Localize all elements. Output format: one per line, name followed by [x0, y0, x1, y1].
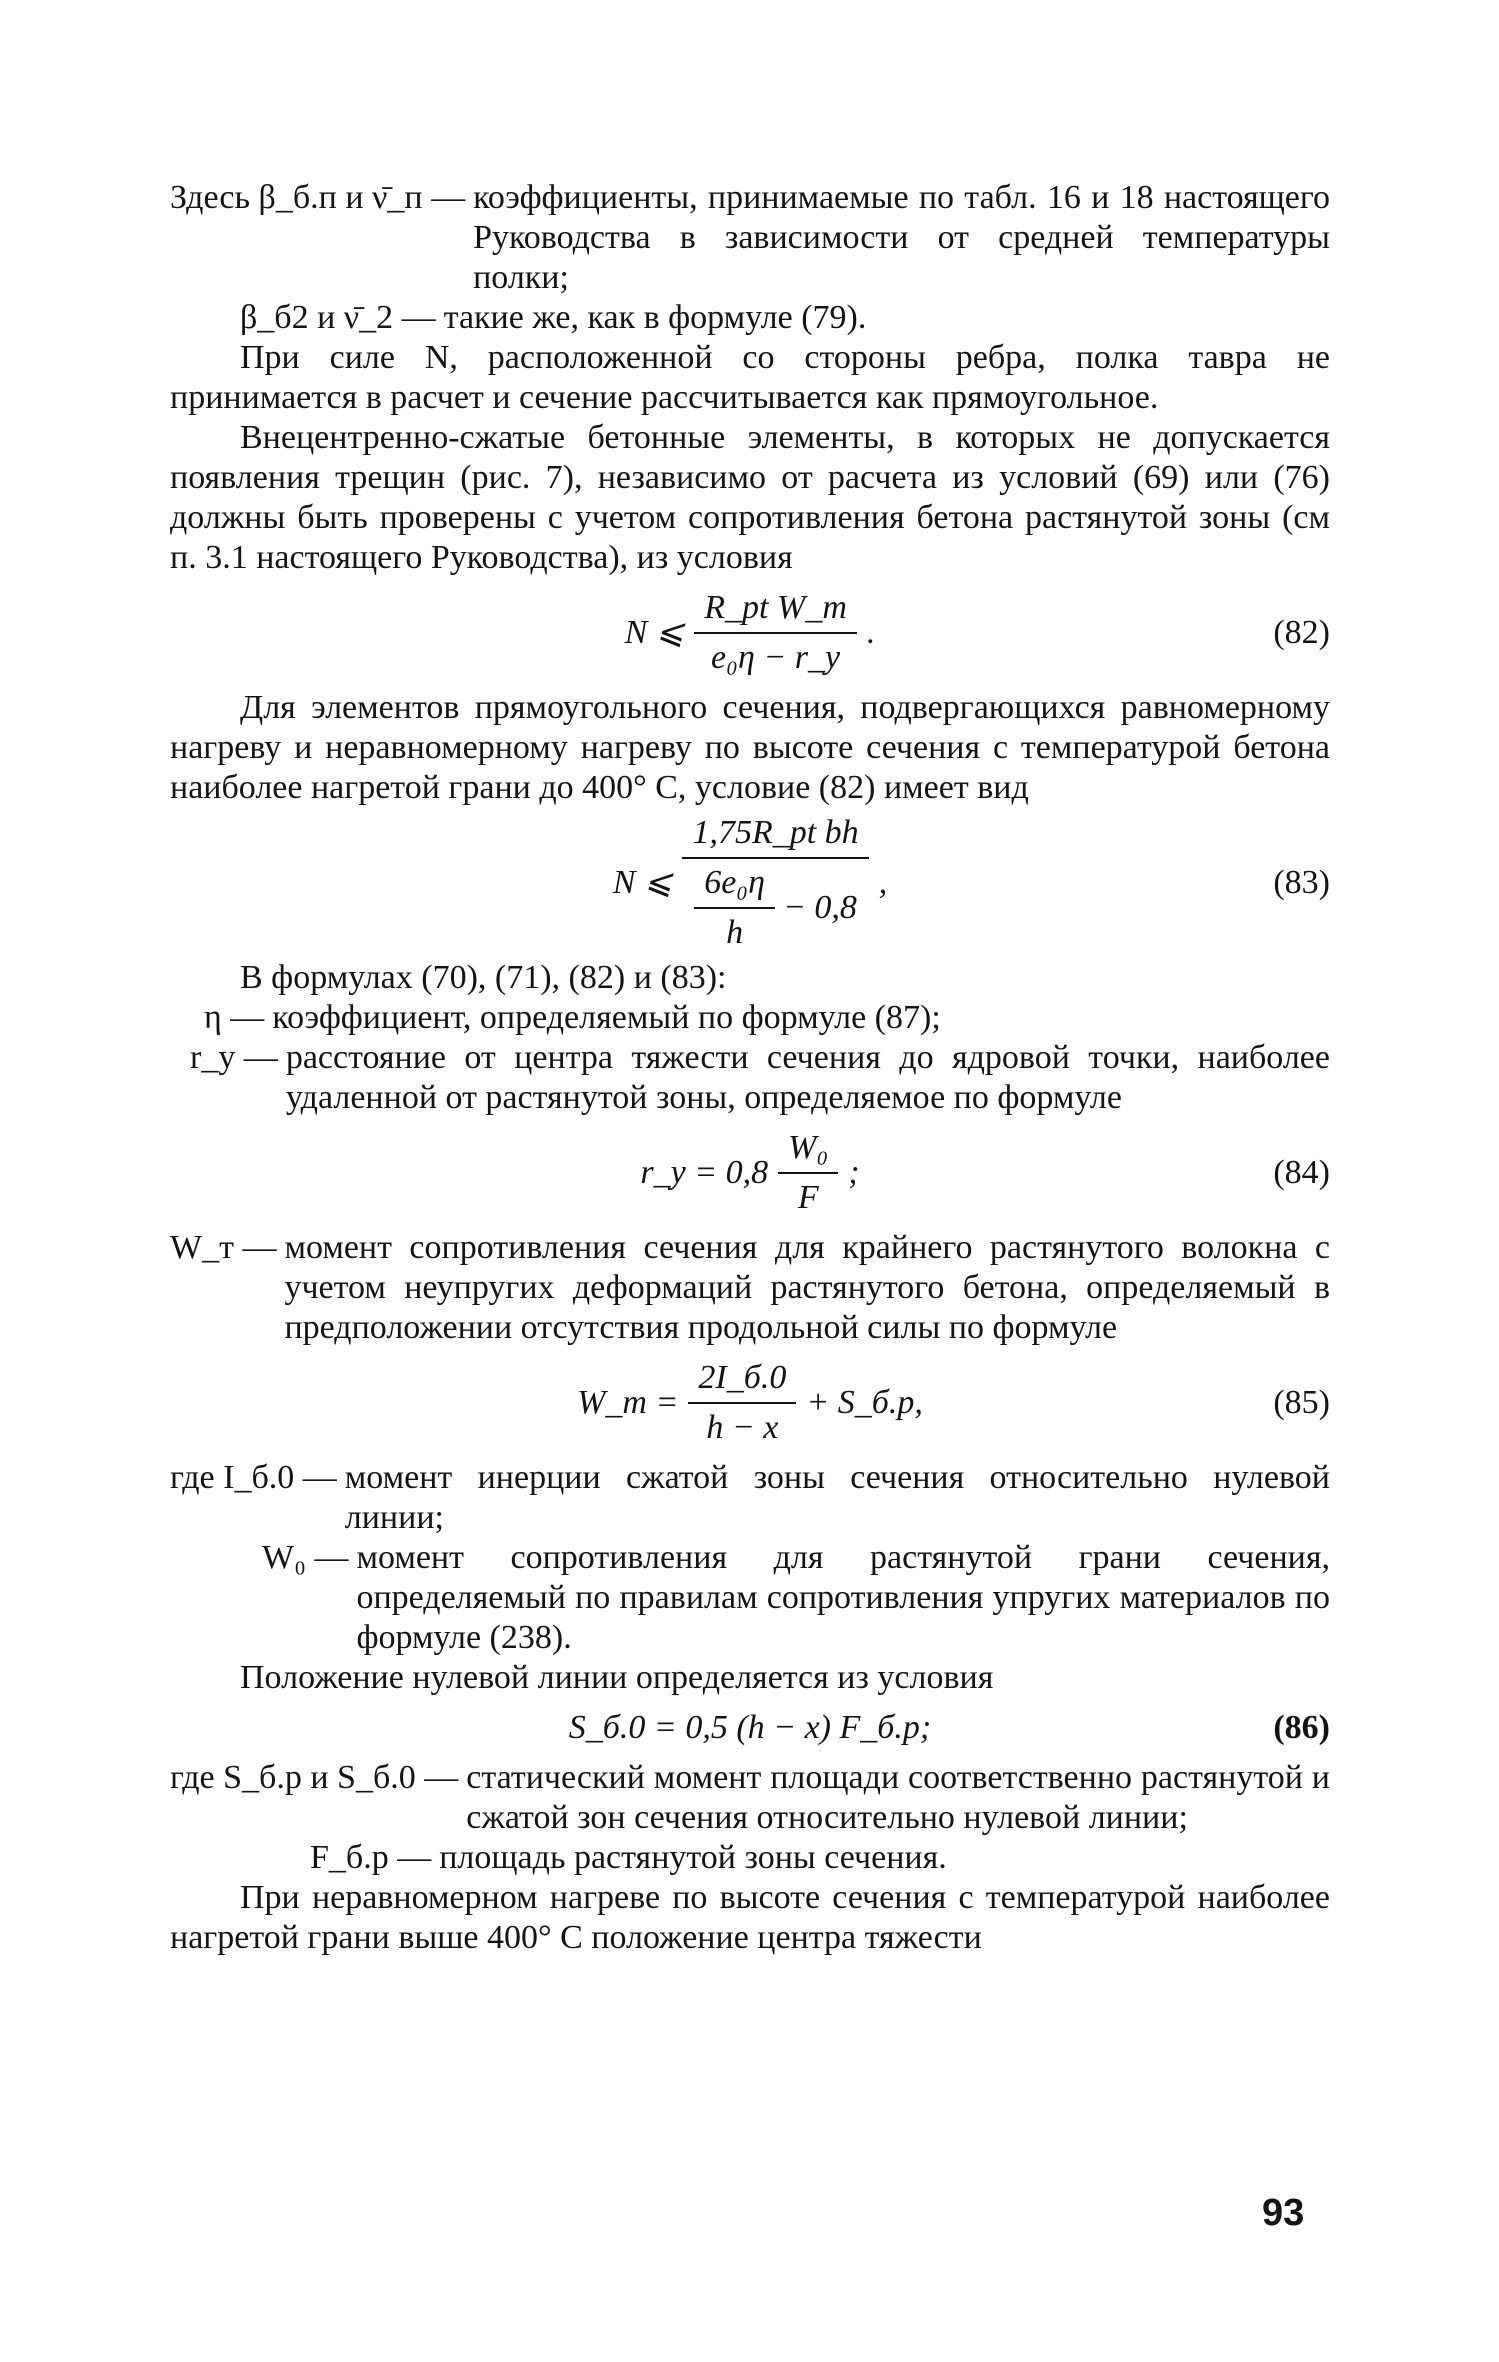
paragraph: Для элементов прямоугольного сечения, подвергающихся равномерному нагреву и неравномерному нагреву по высоте сечения с температурой бетона наиболее нагретой грани до 400° С, условие (82) имеет вид	[170, 689, 1330, 806]
paragraph: Положение нулевой линии определяется из условия	[240, 1659, 994, 1696]
definition-term: β_б2 и ν̄_2 —	[240, 299, 436, 336]
fraction-numerator: 1,75R_pt bh	[692, 814, 859, 851]
paragraph: Внецентренно-сжатые бетонные элементы, в которых не допускается появления трещин (рис. 7), независимо от расчета из условий (69) или (76) должны быть проверены с учетом сопротивления бетона растянутой зоны (см п. 3.1 настоящего Руководства), из условия	[170, 419, 1330, 576]
equation-lhs: r_y = 0,8	[640, 1154, 769, 1191]
fraction-numerator: W₀	[788, 1129, 829, 1166]
equation-lhs: N ⩽	[612, 864, 673, 901]
fraction	[694, 588, 857, 678]
inner-denominator: h	[726, 914, 744, 951]
equation-tail: ,	[878, 864, 888, 901]
equation-tail: ;	[848, 1154, 860, 1191]
fraction-denominator: F	[797, 1179, 819, 1216]
equation-number: (83)	[1273, 864, 1330, 901]
equation-lhs: W_т =	[577, 1384, 679, 1421]
definition	[170, 1838, 1330, 1878]
definition-text: момент сопротивления для растянутой грани сечения, определяемый по правилам сопротивления упругих материалов по формуле (238).	[356, 1539, 1330, 1656]
definition	[170, 1038, 1330, 1118]
definition-term: r_y —	[190, 1039, 278, 1076]
definition-term: Здесь β_б.п и ν̄_п —	[170, 179, 466, 216]
equation-number: (85)	[1273, 1384, 1330, 1421]
fraction	[778, 1128, 838, 1218]
definition-term: W₀ —	[262, 1539, 349, 1576]
definition-term: где I_б.0 —	[170, 1459, 337, 1496]
page-body	[170, 178, 1330, 1958]
definition-text: момент сопротивления сечения для крайнего растянутого волокна с учетом неупругих деформаций растянутого бетона, определяемый в предположении отсутствия продольной силы по формуле	[284, 1229, 1330, 1346]
definition-term: F_б.р —	[310, 1839, 432, 1876]
fraction	[682, 813, 868, 953]
equation-83	[170, 808, 1330, 958]
equation-tail: + S_б.р,	[806, 1384, 923, 1421]
definition-term: где S_б.р и S_б.0 —	[170, 1759, 459, 1796]
equation-number: (82)	[1273, 614, 1330, 651]
equation-86	[170, 1698, 1330, 1758]
fraction-denominator: h − x	[706, 1409, 779, 1446]
inner-fraction	[694, 863, 775, 953]
equation-84	[170, 1118, 1330, 1228]
definition-text: статический момент площади соответственно растянутой и сжатой зон сечения относительно нулевой линии;	[466, 1759, 1330, 1836]
inner-numerator: 6e₀η	[704, 864, 765, 901]
definition-term: W_т —	[170, 1229, 277, 1266]
definition	[170, 998, 1330, 1038]
equation-tail: .	[866, 614, 876, 651]
definition	[170, 1228, 1330, 1348]
equation-82	[170, 578, 1330, 688]
fraction	[688, 1358, 796, 1448]
definition-term: η —	[204, 999, 265, 1036]
definition-text: коэффициент, определяемый по формуле (87);	[272, 999, 941, 1036]
page-number: 93	[1262, 2192, 1305, 2234]
definition	[170, 1458, 1330, 1538]
fraction-numerator: 2I_б.0	[698, 1359, 787, 1396]
definition-text: площадь растянутой зоны сечения.	[439, 1839, 947, 1876]
definition-text: расстояние от центра тяжести сечения до ядровой точки, наиболее удаленной от растянутой зоны, определяемое по формуле	[285, 1039, 1330, 1116]
definition	[170, 178, 1330, 298]
definition	[170, 1538, 1330, 1658]
definition-text: коэффициенты, принимаемые по табл. 16 и 18 настоящего Руководства в зависимости от средней температуры полки;	[473, 179, 1330, 296]
equation-lhs: N ⩽	[624, 614, 685, 651]
definition-text: момент инерции сжатой зоны сечения относительно нулевой линии;	[344, 1459, 1330, 1536]
definition-text: такие же, как в формуле (79).	[443, 299, 867, 336]
fraction-numerator: R_pt W_т	[704, 589, 847, 626]
paragraph: При неравномерном нагреве по высоте сечения с температурой наиболее нагретой грани выше 400° С положение центра тяжести	[170, 1879, 1330, 1956]
fraction-denominator: e₀η − r_y	[711, 639, 841, 676]
equation-number: (84)	[1273, 1154, 1330, 1191]
paragraph: В формулах (70), (71), (82) и (83):	[240, 959, 727, 996]
definition	[170, 298, 1330, 338]
definition	[170, 1758, 1330, 1838]
equation-body: S_б.0 = 0,5 (h − x) F_б.р;	[568, 1709, 932, 1746]
equation-number: (86)	[1273, 1709, 1330, 1746]
paragraph: При силе N, расположенной со стороны ребра, полка тавра не принимается в расчет и сечение рассчитывается как прямоугольное.	[170, 339, 1330, 416]
denominator-tail: − 0,8	[782, 889, 857, 926]
equation-85	[170, 1348, 1330, 1458]
fraction-denominator	[684, 859, 867, 953]
